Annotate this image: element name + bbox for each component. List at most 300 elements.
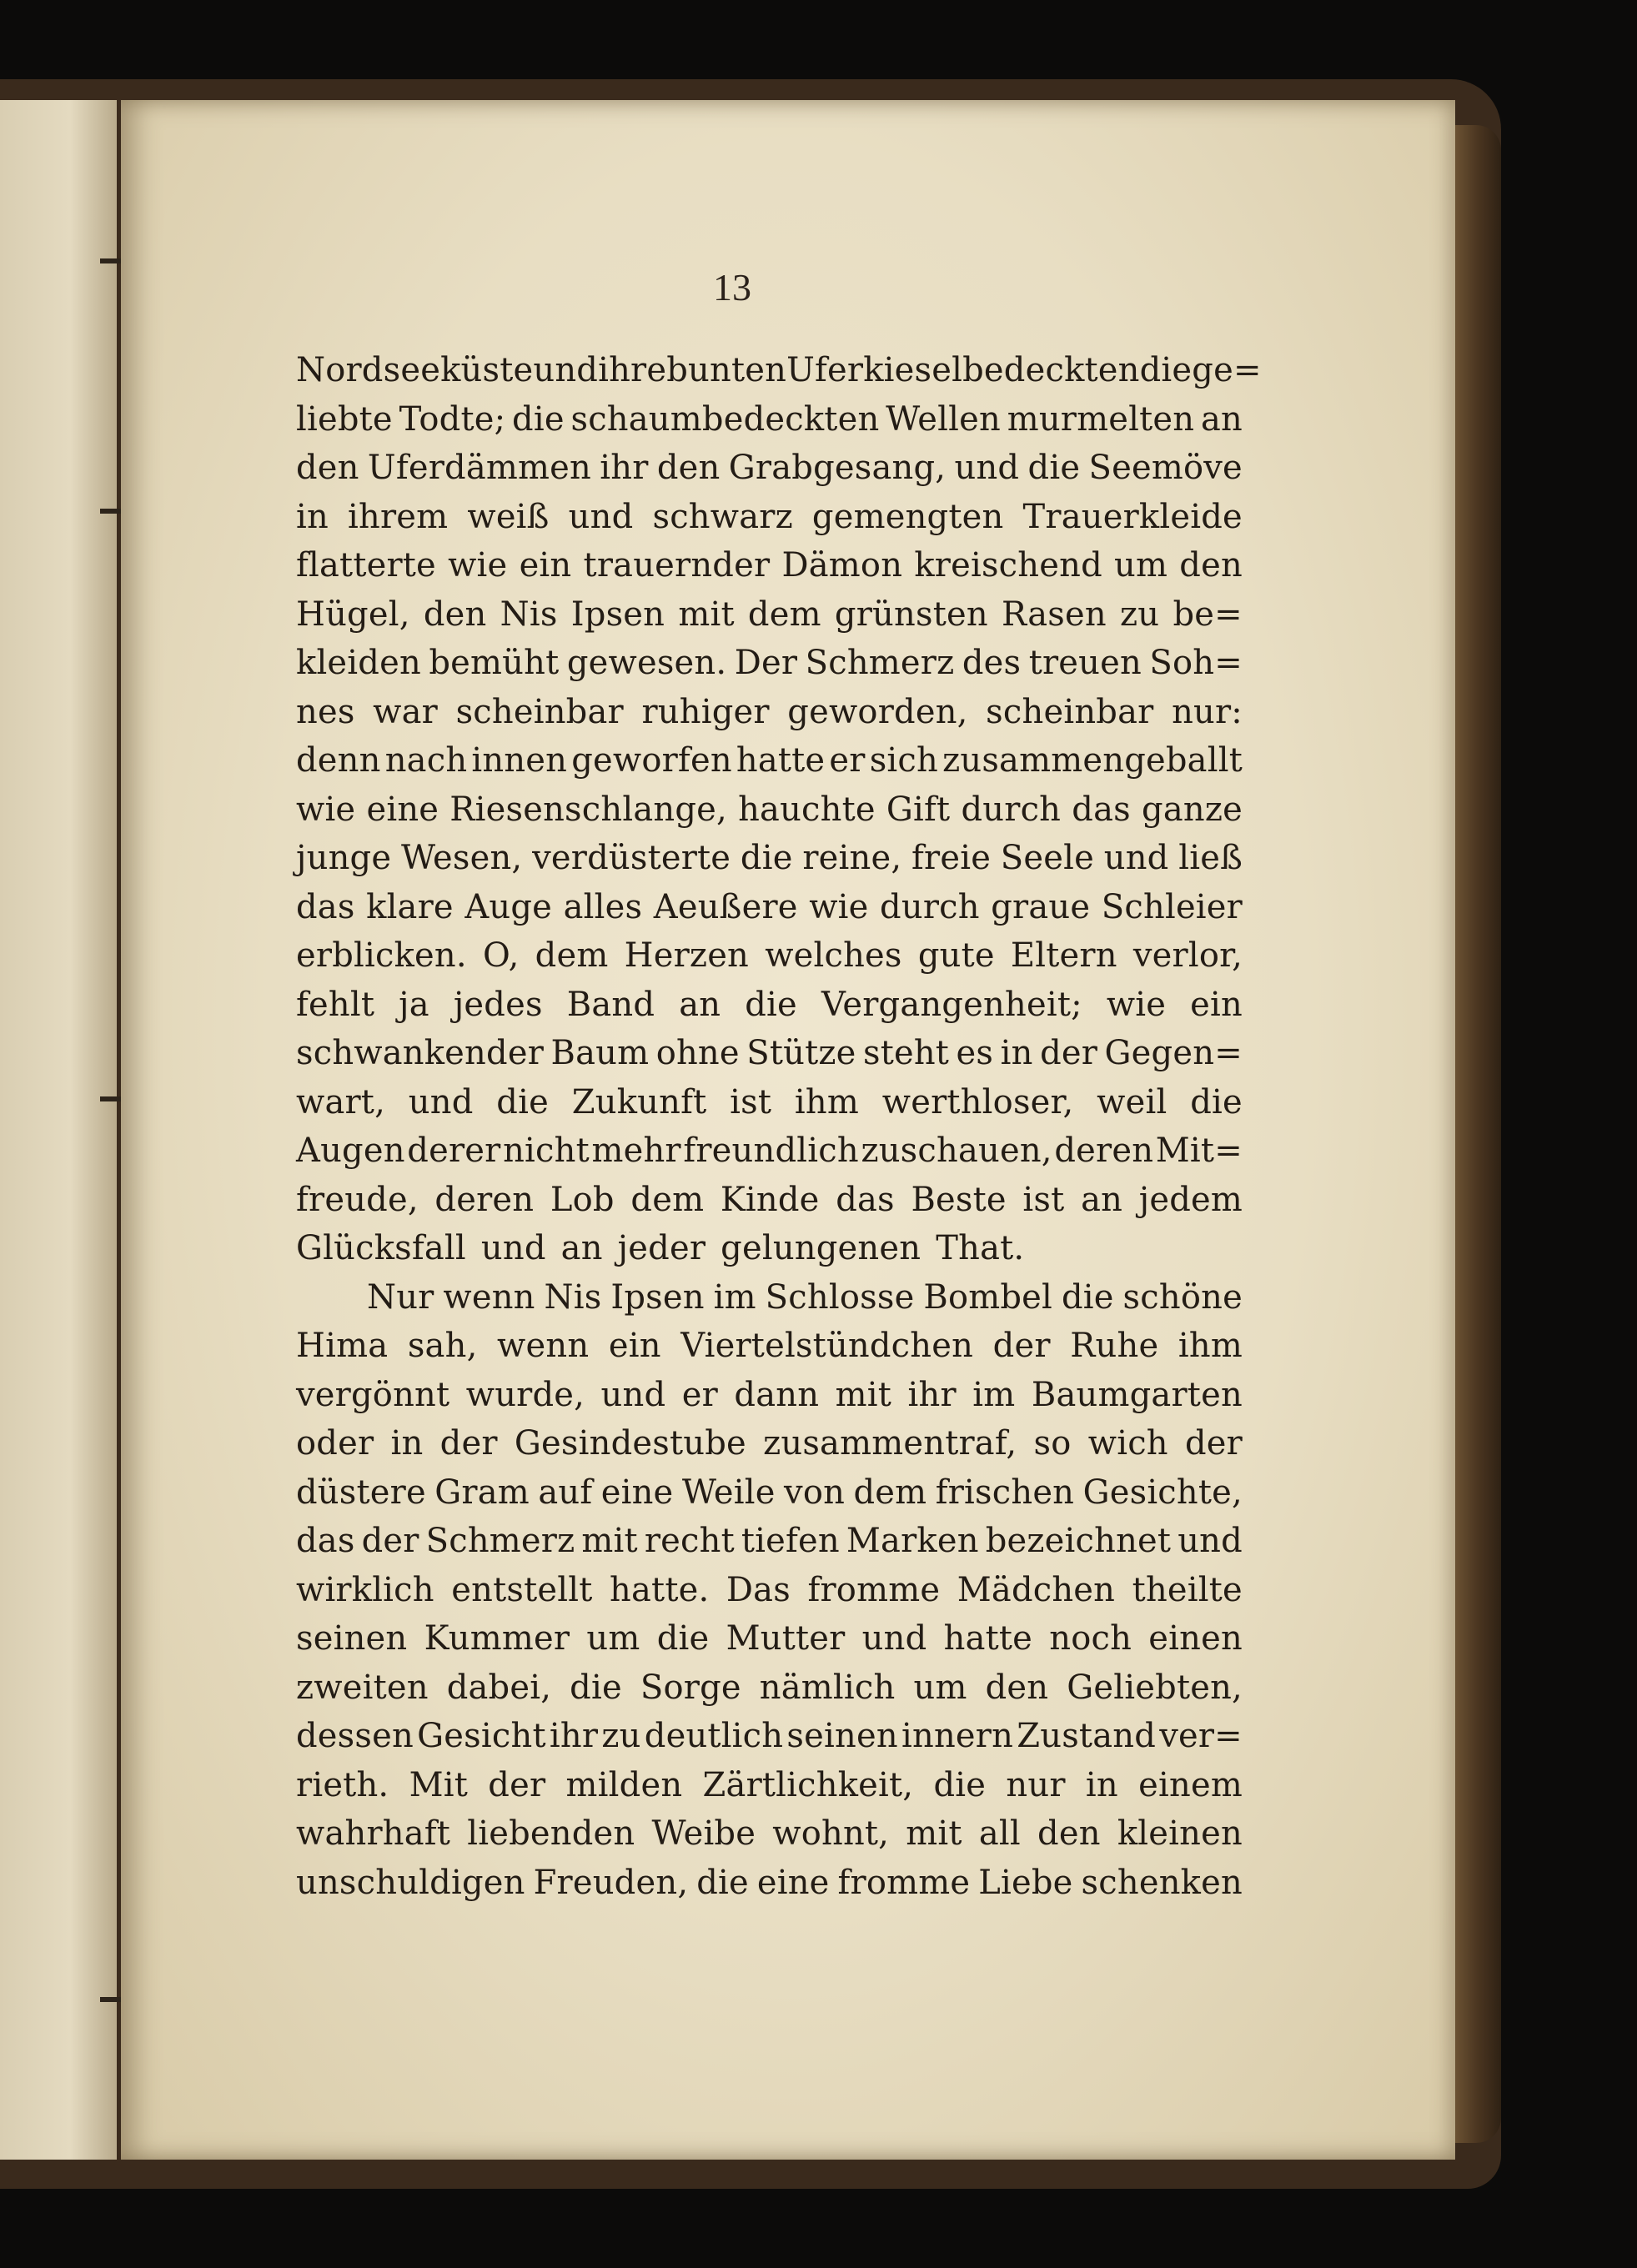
word: be= bbox=[1173, 595, 1243, 634]
word: bezeichnet bbox=[985, 1522, 1172, 1560]
word: düstere bbox=[296, 1473, 426, 1512]
word: durch bbox=[880, 887, 980, 926]
page-number: 13 bbox=[713, 266, 751, 309]
word: Ipsen bbox=[610, 1277, 705, 1317]
word: Nur bbox=[367, 1277, 434, 1317]
text-line bbox=[296, 639, 1243, 688]
text-line bbox=[296, 541, 1243, 590]
word: an bbox=[679, 985, 721, 1024]
text-line bbox=[296, 688, 1243, 737]
left-page-edge bbox=[0, 100, 117, 2160]
word: an bbox=[560, 1229, 603, 1267]
word: und bbox=[568, 497, 634, 536]
word: Weibe bbox=[651, 1814, 756, 1853]
word: Hima bbox=[296, 1327, 389, 1365]
word: schaumbedeckten bbox=[570, 399, 880, 439]
word: und bbox=[954, 449, 1020, 487]
text-line bbox=[296, 1322, 1243, 1371]
word: die bbox=[1190, 1082, 1243, 1121]
word: hauchte bbox=[738, 790, 876, 829]
word: Uferkiesel bbox=[786, 351, 963, 389]
word: Mit bbox=[409, 1765, 469, 1804]
word: eine bbox=[600, 1473, 674, 1512]
word: bedeckten bbox=[962, 351, 1140, 389]
word: fromme bbox=[807, 1570, 941, 1609]
word: ge= bbox=[1192, 351, 1262, 389]
word: die bbox=[1061, 1277, 1114, 1317]
word: die bbox=[745, 985, 797, 1024]
word: dem bbox=[747, 595, 821, 634]
word: Schmerz bbox=[805, 644, 955, 682]
word: erblicken. bbox=[296, 936, 467, 975]
word: Dämon bbox=[781, 546, 903, 585]
word: Beste bbox=[911, 1180, 1007, 1219]
word: das bbox=[1072, 790, 1131, 829]
word: hatte bbox=[736, 741, 826, 780]
word: weiß bbox=[467, 497, 550, 536]
word: zuschauen, bbox=[861, 1131, 1052, 1170]
word: Gift bbox=[886, 790, 951, 829]
word: ist bbox=[730, 1082, 772, 1121]
word: mit bbox=[581, 1522, 638, 1560]
word: Seemöve bbox=[1088, 449, 1243, 487]
word: flatterte bbox=[296, 546, 436, 585]
word: den bbox=[1179, 546, 1243, 585]
word: verdüsterte bbox=[532, 839, 731, 877]
word: alles bbox=[563, 887, 643, 926]
word: den bbox=[985, 1668, 1049, 1707]
word: werthloser, bbox=[881, 1082, 1074, 1121]
word: seinen bbox=[296, 1619, 408, 1658]
word: Trauerkleide bbox=[1022, 497, 1243, 536]
word: die bbox=[933, 1765, 987, 1804]
word: Uferdämmen bbox=[367, 449, 591, 487]
word: Grabgesang, bbox=[728, 449, 947, 487]
word: dabei, bbox=[446, 1668, 552, 1707]
word: den bbox=[296, 449, 359, 487]
word: hatte bbox=[943, 1619, 1033, 1658]
word: Aeußere bbox=[653, 887, 798, 926]
word: wahrhaft bbox=[296, 1814, 451, 1853]
word: bemüht bbox=[429, 644, 560, 682]
text-line bbox=[296, 444, 1243, 493]
word: innen bbox=[471, 741, 568, 780]
word: Marken bbox=[846, 1522, 979, 1560]
word: dem bbox=[535, 936, 609, 975]
word: wohnt, bbox=[772, 1814, 890, 1853]
word: und bbox=[861, 1619, 927, 1658]
word: und bbox=[600, 1375, 666, 1414]
word: Riesenschlange, bbox=[449, 790, 727, 829]
word: ruhiger bbox=[641, 692, 770, 731]
word: graue bbox=[991, 887, 1091, 926]
word: ganze bbox=[1142, 790, 1243, 829]
word: Bombel bbox=[923, 1277, 1053, 1317]
word: wart, bbox=[296, 1082, 385, 1121]
word: Rasen bbox=[1002, 595, 1107, 634]
text-line bbox=[296, 1566, 1243, 1615]
word: liebte bbox=[296, 399, 393, 439]
word: die bbox=[496, 1082, 549, 1121]
word: die bbox=[740, 839, 793, 877]
word: Eltern bbox=[1010, 936, 1117, 975]
word: Herzen bbox=[624, 936, 750, 975]
word: steht bbox=[862, 1034, 950, 1072]
word: freude, bbox=[296, 1180, 419, 1219]
word: innern bbox=[901, 1717, 1014, 1755]
text-line bbox=[296, 1809, 1243, 1859]
word: Gram bbox=[434, 1473, 530, 1512]
word: Schleier bbox=[1101, 887, 1243, 926]
word: grünsten bbox=[834, 595, 988, 634]
word: dann bbox=[734, 1375, 820, 1414]
word: Ruhe bbox=[1070, 1327, 1159, 1365]
word: Glücksfall bbox=[296, 1229, 466, 1267]
word: gelungenen bbox=[721, 1229, 921, 1267]
word: dem bbox=[630, 1180, 705, 1219]
word: die bbox=[1027, 449, 1081, 487]
word: mit bbox=[906, 1814, 962, 1853]
word: Kummer bbox=[424, 1619, 570, 1658]
word: entstellt bbox=[451, 1570, 593, 1609]
word: weil bbox=[1097, 1082, 1167, 1121]
word: wich bbox=[1087, 1424, 1168, 1463]
text-line bbox=[296, 1029, 1243, 1078]
word: welches bbox=[765, 936, 902, 975]
word: wie bbox=[296, 790, 356, 829]
word: scheinbar bbox=[455, 692, 624, 731]
word: die bbox=[512, 399, 565, 439]
word: Vergangenheit; bbox=[821, 985, 1082, 1024]
word: mit bbox=[835, 1375, 892, 1414]
word: nes bbox=[296, 692, 355, 731]
word: Hügel, bbox=[296, 595, 410, 634]
text-line bbox=[296, 785, 1243, 835]
text-line bbox=[296, 1663, 1243, 1713]
word: Lob bbox=[550, 1180, 615, 1219]
word: zu bbox=[1120, 595, 1160, 634]
word: liebenden bbox=[467, 1814, 635, 1853]
text-line bbox=[296, 883, 1243, 932]
word: in bbox=[390, 1424, 424, 1463]
word: fromme bbox=[837, 1863, 971, 1902]
word: in bbox=[1000, 1034, 1033, 1072]
word: das bbox=[836, 1180, 895, 1219]
text-line bbox=[296, 1859, 1243, 1908]
word: des bbox=[962, 644, 1022, 682]
word: mehr bbox=[591, 1131, 681, 1170]
word: der bbox=[1040, 1034, 1098, 1072]
word: Todte; bbox=[399, 399, 506, 439]
word: an bbox=[1081, 1180, 1123, 1219]
word: verlor, bbox=[1132, 936, 1243, 975]
word: der bbox=[1184, 1424, 1243, 1463]
word: sah, bbox=[407, 1327, 478, 1365]
word: so bbox=[1033, 1424, 1072, 1463]
text-line bbox=[296, 1078, 1243, 1127]
word: die bbox=[656, 1619, 710, 1658]
text-line bbox=[296, 981, 1243, 1030]
word: schwankender bbox=[296, 1034, 545, 1072]
text-line bbox=[296, 1224, 1243, 1273]
word: reine, bbox=[802, 839, 902, 877]
word: in bbox=[1085, 1765, 1118, 1804]
word: dessen bbox=[296, 1717, 414, 1755]
word: zweiten bbox=[296, 1668, 429, 1707]
word: Gegen= bbox=[1104, 1034, 1243, 1072]
word: ihre bbox=[598, 351, 667, 389]
word: klare bbox=[366, 887, 454, 926]
word: noch bbox=[1049, 1619, 1132, 1658]
word: Liebe bbox=[978, 1863, 1073, 1902]
word: es bbox=[956, 1034, 994, 1072]
word: der bbox=[992, 1327, 1051, 1365]
word: Wellen bbox=[886, 399, 1001, 439]
word: einen bbox=[1148, 1619, 1243, 1658]
word: ihr bbox=[549, 1717, 599, 1755]
word: seinen bbox=[786, 1717, 898, 1755]
word: Schmerz bbox=[425, 1522, 575, 1560]
text-line bbox=[296, 493, 1243, 542]
word: Nis bbox=[544, 1277, 602, 1317]
text-line bbox=[296, 1126, 1243, 1176]
word: deutlich bbox=[644, 1717, 784, 1755]
word: wie bbox=[448, 546, 508, 585]
word: tiefen bbox=[741, 1522, 840, 1560]
word: wie bbox=[809, 887, 869, 926]
word: die bbox=[696, 1863, 749, 1902]
word: hatte. bbox=[610, 1570, 710, 1609]
word: den bbox=[1037, 1814, 1101, 1853]
word: im bbox=[713, 1277, 756, 1317]
word: Zukunft bbox=[571, 1082, 707, 1121]
word: Gesichte, bbox=[1082, 1473, 1243, 1512]
word: die bbox=[570, 1668, 622, 1707]
word: nicht bbox=[503, 1131, 590, 1170]
word: milden bbox=[565, 1765, 683, 1804]
text-line bbox=[296, 1371, 1243, 1420]
word: ihrem bbox=[348, 497, 449, 536]
text-line bbox=[296, 1419, 1243, 1468]
word: Mit= bbox=[1155, 1131, 1243, 1170]
word: das bbox=[296, 1522, 355, 1560]
word: um bbox=[913, 1668, 967, 1707]
word: zusammentraf, bbox=[763, 1424, 1017, 1463]
word: den bbox=[423, 595, 487, 634]
word: gemengten bbox=[811, 497, 1004, 536]
word: ein bbox=[519, 546, 572, 585]
word: kreischend bbox=[914, 546, 1102, 585]
word: wirklich bbox=[296, 1570, 434, 1609]
word: Stütze bbox=[746, 1034, 856, 1072]
word: rieth. bbox=[296, 1765, 389, 1804]
word: nur: bbox=[1172, 692, 1243, 731]
word: im bbox=[972, 1375, 1016, 1414]
word: nämlich bbox=[759, 1668, 896, 1707]
word: freie bbox=[911, 839, 992, 877]
word: eine bbox=[756, 1863, 830, 1902]
word: sich bbox=[869, 741, 938, 780]
word: schöne bbox=[1122, 1277, 1243, 1317]
word: ohne bbox=[655, 1034, 740, 1072]
word: von bbox=[784, 1473, 846, 1512]
body-text bbox=[296, 346, 1262, 1907]
word: denn bbox=[296, 741, 381, 780]
word: Gesicht bbox=[417, 1717, 546, 1755]
word: Schlosse bbox=[765, 1277, 915, 1317]
word: Kinde bbox=[720, 1180, 820, 1219]
word: Auge bbox=[464, 887, 553, 926]
word: jeder bbox=[617, 1229, 706, 1267]
word: frischen bbox=[935, 1473, 1075, 1512]
word: Mädchen bbox=[957, 1570, 1116, 1609]
word: schenken bbox=[1081, 1863, 1243, 1902]
word: die bbox=[1139, 351, 1193, 389]
text-line bbox=[296, 1468, 1243, 1518]
word: Baumgarten bbox=[1031, 1375, 1243, 1414]
word: schwarz bbox=[652, 497, 793, 536]
word: an bbox=[1200, 399, 1243, 439]
word: treuen bbox=[1028, 644, 1142, 682]
word: all bbox=[978, 1814, 1021, 1853]
word: war bbox=[373, 692, 438, 731]
word: oder bbox=[296, 1424, 374, 1463]
text-line bbox=[296, 395, 1243, 444]
word: O, bbox=[482, 936, 520, 975]
word: in bbox=[296, 497, 329, 536]
word: ihm bbox=[1178, 1327, 1243, 1365]
word: wenn bbox=[443, 1277, 535, 1317]
book-cover-edge bbox=[1455, 125, 1501, 2143]
word: Zärtlichkeit, bbox=[702, 1765, 914, 1804]
word: murmelten bbox=[1007, 399, 1195, 439]
word: trauernder bbox=[583, 546, 771, 585]
word: geworfen bbox=[571, 741, 732, 780]
word: zusammengeballt bbox=[942, 741, 1243, 780]
word: zu bbox=[601, 1717, 641, 1755]
word: Wesen, bbox=[400, 839, 523, 877]
text-line bbox=[296, 1517, 1243, 1566]
word: fehlt bbox=[296, 985, 375, 1024]
word: freundlich bbox=[683, 1131, 859, 1170]
word: ein bbox=[1190, 985, 1243, 1024]
word: nur bbox=[1006, 1765, 1066, 1804]
word: unschuldigen bbox=[296, 1863, 525, 1902]
text-line bbox=[296, 736, 1243, 785]
word: gute bbox=[917, 936, 995, 975]
word: Seele bbox=[1000, 839, 1095, 877]
word: derer bbox=[407, 1131, 501, 1170]
word: wenn bbox=[497, 1327, 590, 1365]
word: ließ bbox=[1178, 839, 1243, 877]
word: ihm bbox=[794, 1082, 860, 1121]
word: wurde, bbox=[465, 1375, 585, 1414]
word: Gesindestube bbox=[514, 1424, 746, 1463]
word: vergönnt bbox=[296, 1375, 450, 1414]
word: kleiden bbox=[296, 644, 421, 682]
text-line bbox=[296, 346, 1262, 395]
word: und bbox=[408, 1082, 474, 1121]
word: Band bbox=[566, 985, 655, 1024]
word: jedem bbox=[1138, 1180, 1243, 1219]
word: Geliebten, bbox=[1067, 1668, 1243, 1707]
word: dem bbox=[853, 1473, 927, 1512]
word: Weile bbox=[681, 1473, 776, 1512]
text-line bbox=[296, 1761, 1243, 1810]
word: ihr bbox=[600, 449, 649, 487]
word: bunten bbox=[666, 351, 787, 389]
text-line bbox=[296, 590, 1243, 640]
word: ein bbox=[608, 1327, 661, 1365]
text-line bbox=[296, 931, 1243, 981]
word: auf bbox=[538, 1473, 593, 1512]
word: er bbox=[681, 1375, 718, 1414]
word: Ipsen bbox=[570, 595, 665, 634]
word: recht bbox=[644, 1522, 735, 1560]
word: Viertelstündchen bbox=[680, 1327, 974, 1365]
word: durch bbox=[961, 790, 1062, 829]
text-line bbox=[296, 1273, 1243, 1322]
word: ist bbox=[1022, 1180, 1065, 1219]
word: That. bbox=[936, 1229, 1025, 1267]
word: scheinbar bbox=[986, 692, 1154, 731]
word: ja bbox=[399, 985, 429, 1024]
word: Nis bbox=[500, 595, 558, 634]
word: Mutter bbox=[726, 1619, 846, 1658]
text-line bbox=[296, 1614, 1243, 1663]
word: der bbox=[439, 1424, 498, 1463]
word: geworden, bbox=[787, 692, 968, 731]
text-line bbox=[296, 834, 1243, 883]
word: und bbox=[1178, 1522, 1243, 1560]
word: Augen bbox=[296, 1131, 405, 1170]
word: Zustand bbox=[1017, 1717, 1157, 1755]
word: den bbox=[656, 449, 721, 487]
word: Sorge bbox=[640, 1668, 741, 1707]
word: Der bbox=[734, 644, 798, 682]
text-line bbox=[296, 1712, 1243, 1761]
word: Das bbox=[726, 1570, 791, 1609]
word: Baum bbox=[550, 1034, 650, 1072]
word: theilte bbox=[1132, 1570, 1243, 1609]
word: und bbox=[533, 351, 599, 389]
word: Soh= bbox=[1149, 644, 1243, 682]
word: ver= bbox=[1159, 1717, 1243, 1755]
word: gewesen. bbox=[566, 644, 727, 682]
word: nach bbox=[384, 741, 468, 780]
word: der bbox=[488, 1765, 546, 1804]
word: eine bbox=[366, 790, 439, 829]
word: deren bbox=[1054, 1131, 1154, 1170]
word: deren bbox=[434, 1180, 535, 1219]
word: wie bbox=[1106, 985, 1167, 1024]
word: der bbox=[361, 1522, 419, 1560]
word: und bbox=[1103, 839, 1169, 877]
word: Nordseeküste bbox=[296, 351, 534, 389]
word: kleinen bbox=[1117, 1814, 1243, 1853]
word: einem bbox=[1138, 1765, 1243, 1804]
word: um bbox=[1114, 546, 1168, 585]
word: er bbox=[829, 741, 866, 780]
word: das bbox=[296, 887, 355, 926]
word: ihr bbox=[907, 1375, 957, 1414]
word: jedes bbox=[453, 985, 543, 1024]
word: junge bbox=[296, 839, 392, 877]
word: und bbox=[480, 1229, 546, 1267]
word: mit bbox=[678, 595, 735, 634]
word: Freuden, bbox=[533, 1863, 689, 1902]
text-line bbox=[296, 1176, 1243, 1225]
